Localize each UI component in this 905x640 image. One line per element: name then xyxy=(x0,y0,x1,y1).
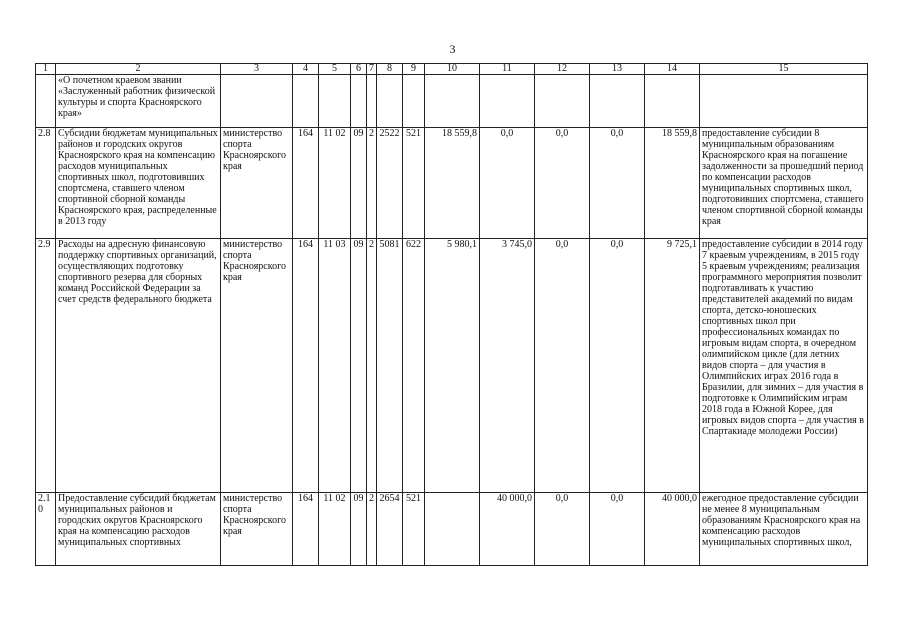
executor xyxy=(221,75,293,128)
code-gr: 164 xyxy=(293,128,319,239)
amount-col12 xyxy=(535,75,590,128)
row-number: 2.9 xyxy=(36,239,56,493)
amount-col13: 0,0 xyxy=(590,128,645,239)
amount-col11: 40 000,0 xyxy=(480,493,535,566)
code-measure: 2654 xyxy=(377,493,403,566)
code-rzpr: 11 03 xyxy=(319,239,351,493)
code-subprogram xyxy=(367,75,377,128)
amount-col10 xyxy=(425,75,480,128)
column-header: 11 xyxy=(480,64,535,75)
code-gr: 164 xyxy=(293,239,319,493)
amount-total xyxy=(645,75,700,128)
code-rzpr xyxy=(319,75,351,128)
code-subprogram: 2 xyxy=(367,239,377,493)
amount-total: 9 725,1 xyxy=(645,239,700,493)
code-vr xyxy=(403,75,425,128)
column-header: 7 xyxy=(367,64,377,75)
measure-name: Предоставление субсидий бюджетам муниципальных районов и городских округов Красноярского края на компенсацию расходов муниципальных спортивных xyxy=(56,493,221,566)
amount-col10 xyxy=(425,493,480,566)
amount-col13: 0,0 xyxy=(590,493,645,566)
row-number xyxy=(36,75,56,128)
program-measures-table xyxy=(35,63,868,566)
column-header: 2 xyxy=(56,64,221,75)
code-rzpr: 11 02 xyxy=(319,493,351,566)
row-number: 2.10 xyxy=(36,493,56,566)
column-header: 3 xyxy=(221,64,293,75)
code-vr: 521 xyxy=(403,493,425,566)
amount-col13: 0,0 xyxy=(590,239,645,493)
executor: министерство спорта Красноярского края xyxy=(221,239,293,493)
expected-result: предоставление субсидии в 2014 году 7 краевым учреждениям, в 2015 году 5 краевым учреждениям; реализация программного мероприятия позволит подготавливать к участию представителей академий по видам спорта, детско-юношеских спортивных школ при профессиональных командах по игровым видам спорта, в очередном олимпийском цикле (для летних видов спорта – для участия в Олимпийских играх 2016 года в Бразилии, для зимних – для участия в подготовке к Олимпийским играм 2018 года в Южной Корее, для игровых видов спорта – для участия в Спартакиаде молодежи России) xyxy=(700,239,868,493)
expected-result xyxy=(700,75,868,128)
expected-result: ежегодное предоставление субсидии не менее 8 муниципальным образованиям Красноярского края на компенсацию расходов муниципальных спортивных школ, xyxy=(700,493,868,566)
code-rzpr: 11 02 xyxy=(319,128,351,239)
amount-col10: 18 559,8 xyxy=(425,128,480,239)
amount-total: 18 559,8 xyxy=(645,128,700,239)
column-header: 9 xyxy=(403,64,425,75)
column-header: 5 xyxy=(319,64,351,75)
table-row xyxy=(36,128,868,239)
code-vr: 521 xyxy=(403,128,425,239)
amount-col12: 0,0 xyxy=(535,239,590,493)
measure-name: Расходы на адресную финансовую поддержку спортивных организаций, осуществляющих подготовку спортивного резерва для сборных команд Российской Федерации за счет средств федерального бюджета xyxy=(56,239,221,493)
page-number: 3 xyxy=(449,42,456,56)
code-gr xyxy=(293,75,319,128)
measure-name: «О почетном краевом звании «Заслуженный работник физической культуры и спорта Красноярского края» xyxy=(56,75,221,128)
row-number: 2.8 xyxy=(36,128,56,239)
column-header: 13 xyxy=(590,64,645,75)
amount-col13 xyxy=(590,75,645,128)
executor: министерство спорта Красноярского края xyxy=(221,128,293,239)
column-header: 8 xyxy=(377,64,403,75)
measure-name: Субсидии бюджетам муниципальных районов и городских округов Красноярского края на компенсацию расходов муниципальных спортивных школ, подготовивших спортсмена, ставшего членом спортивной сборной команды Красноярского края, распределенные в 2013 году xyxy=(56,128,221,239)
column-header: 12 xyxy=(535,64,590,75)
code-program: 09 xyxy=(351,239,367,493)
code-gr: 164 xyxy=(293,493,319,566)
column-numbers-row xyxy=(36,64,868,75)
column-header: 14 xyxy=(645,64,700,75)
table-row xyxy=(36,239,868,493)
amount-col11: 0,0 xyxy=(480,128,535,239)
code-subprogram: 2 xyxy=(367,128,377,239)
column-header: 15 xyxy=(700,64,868,75)
column-header: 6 xyxy=(351,64,367,75)
table-row xyxy=(36,493,868,566)
table-row xyxy=(36,75,868,128)
expected-result: предоставление субсидии 8 муниципальным образованиям Красноярского края на погашение задолженности за прошедший период по компенсации расходов муниципальных спортивных школ, подготовивших спортсмена, ставшего членом спортивной сборной команды края xyxy=(700,128,868,239)
amount-col11: 3 745,0 xyxy=(480,239,535,493)
code-subprogram: 2 xyxy=(367,493,377,566)
code-program xyxy=(351,75,367,128)
column-header: 10 xyxy=(425,64,480,75)
amount-col10: 5 980,1 xyxy=(425,239,480,493)
code-measure: 5081 xyxy=(377,239,403,493)
code-program: 09 xyxy=(351,493,367,566)
code-vr: 622 xyxy=(403,239,425,493)
executor: министерство спорта Красноярского края xyxy=(221,493,293,566)
code-program: 09 xyxy=(351,128,367,239)
code-measure xyxy=(377,75,403,128)
amount-col11 xyxy=(480,75,535,128)
column-header: 1 xyxy=(36,64,56,75)
amount-total: 40 000,0 xyxy=(645,493,700,566)
amount-col12: 0,0 xyxy=(535,493,590,566)
column-header: 4 xyxy=(293,64,319,75)
amount-col12: 0,0 xyxy=(535,128,590,239)
code-measure: 2522 xyxy=(377,128,403,239)
